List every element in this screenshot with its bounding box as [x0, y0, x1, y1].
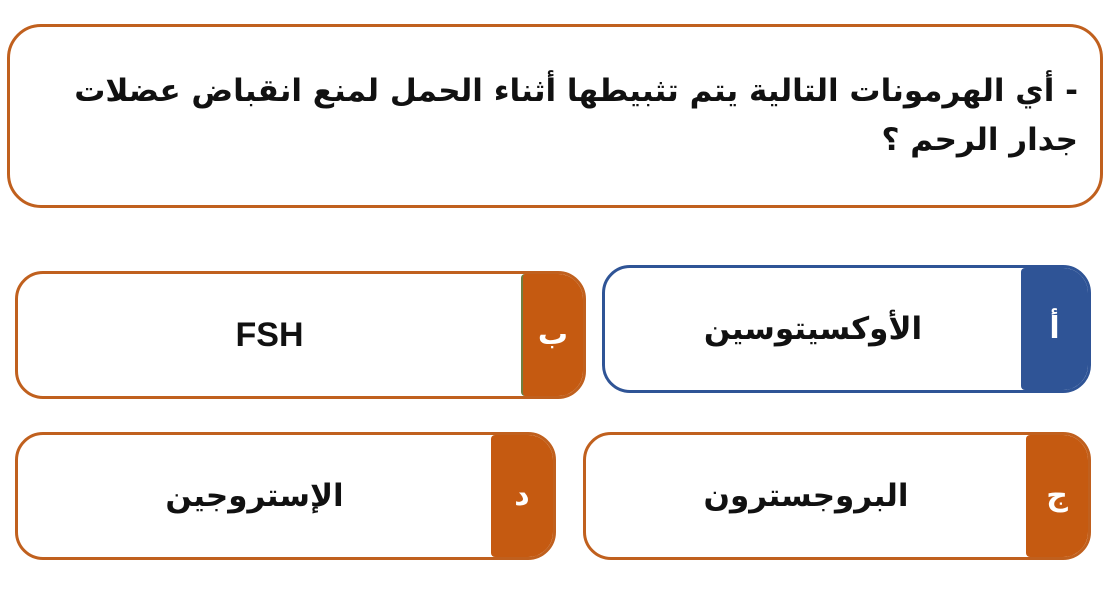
option-d[interactable] [15, 432, 556, 560]
option-b-label: FSH [235, 315, 304, 354]
option-d-label: الإستروجين [165, 478, 344, 514]
question-text: - أي الهرمونات التالية يتم تثبيطها أثناء الحمل لمنع انقباض عضلات جدار الرحم ؟ [74, 73, 1078, 158]
option-c[interactable] [583, 432, 1091, 560]
option-c-letter: ج [1026, 435, 1088, 557]
option-b-letter: ب [521, 274, 583, 396]
option-c-label: البروجسترون [703, 478, 909, 514]
option-b[interactable] [15, 271, 586, 399]
option-a-letter: أ [1021, 268, 1088, 390]
option-a-label: الأوكسيتوسين [703, 311, 923, 347]
question-box [7, 24, 1103, 208]
option-a[interactable] [602, 265, 1091, 393]
option-d-letter: د [491, 435, 553, 557]
